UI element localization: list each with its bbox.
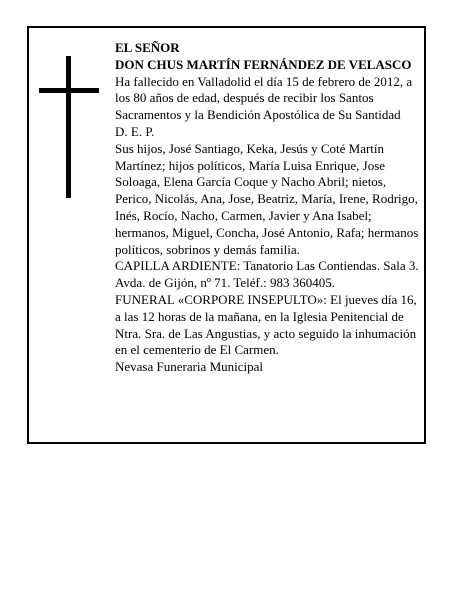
cross-vertical-bar	[66, 56, 71, 198]
notice-text	[115, 40, 423, 376]
wake-location: CAPILLA ARDIENTE: Tanatorio Las Contiendas. Sala 3. Avda. de Gijón, nº 71. Teléf.: 983 360405.	[115, 258, 419, 291]
death-announcement: Ha fallecido en Valladolid el día 15 de febrero de 2012, a los 80 años de edad, después de recibir los Santos Sacramentos y la Bendición Apostólica de Su Santidad	[115, 73, 413, 123]
latin-cross-icon	[39, 56, 99, 198]
cross-horizontal-bar	[39, 88, 99, 93]
notice-title-line1: EL SEÑOR	[115, 40, 180, 55]
rip-line: D. E. P.	[115, 123, 155, 139]
funeral-home: Nevasa Funeraria Municipal	[115, 359, 264, 375]
obituary-notice	[27, 26, 426, 444]
family-list: Sus hijos, José Santiago, Keka, Jesús y Coté Martín Martínez; hijos políticos, María Luisa Enrique, Jose Soloaga, Elena García Coque y Nacho Abril; nietos, Perico, Nicolás, Ana, Jose, Beatriz, María, Irene, Rodrigo, Inés, Rocío, Nacho, Carmen, Javier y Ana Isabel; hermanos, Miguel, Concha, José Antonio, Rafa; hermanos políticos, sobrinos y demás familia.	[115, 140, 419, 257]
deceased-name: DON CHUS MARTÍN FERNÁNDEZ DE VELASCO	[115, 56, 412, 72]
funeral-details: FUNERAL «CORPORE INSEPULTO»: El jueves día 16, a las 12 horas de la mañana, en la Iglesia Penitencial de Ntra. Sra. de Las Angustias, y acto seguido la inhumación en el cementerio de El Carmen.	[115, 291, 417, 358]
